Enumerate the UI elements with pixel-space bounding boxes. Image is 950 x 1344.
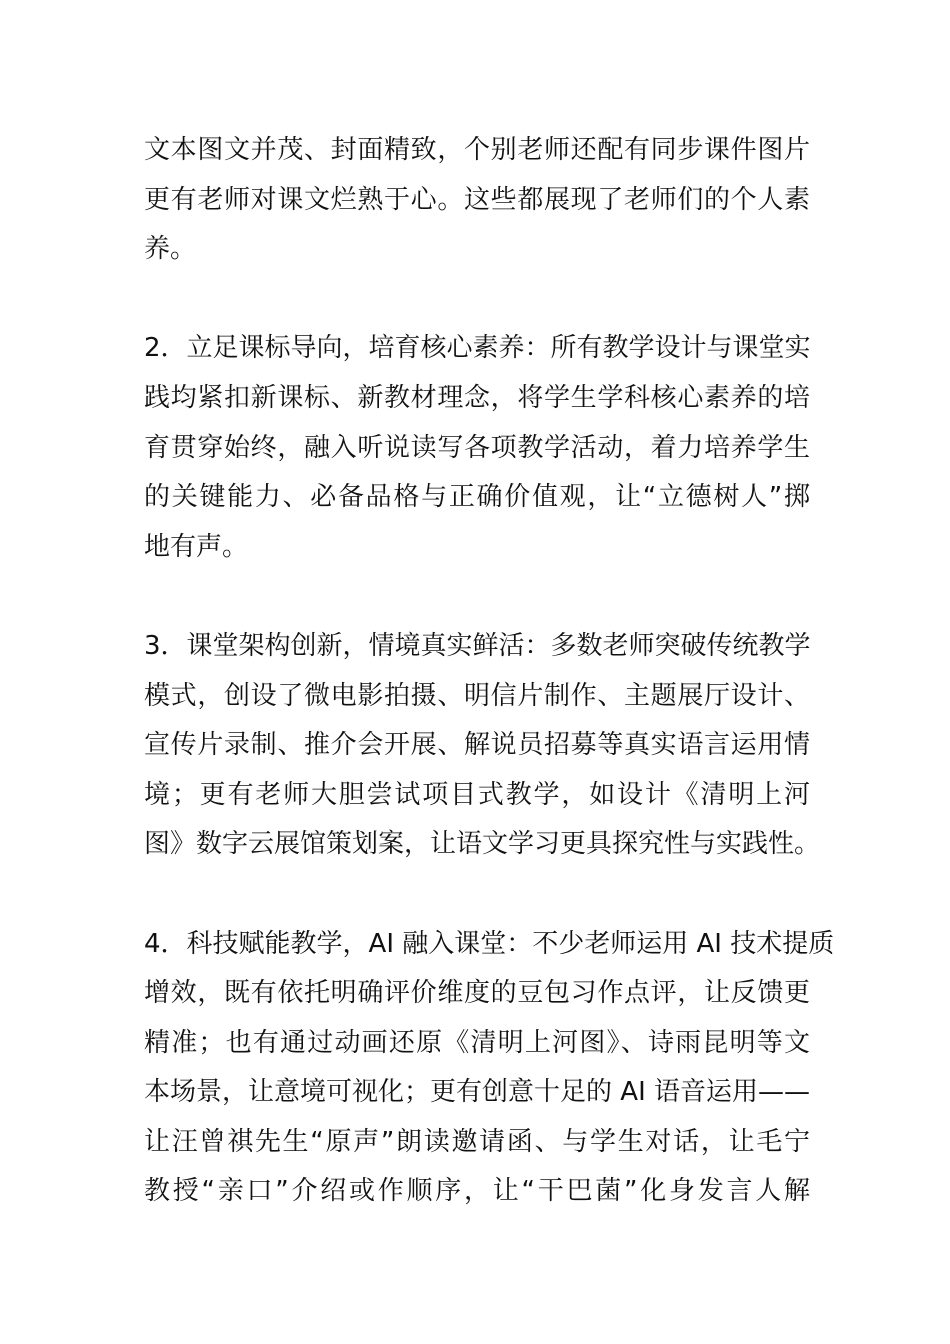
text-line: 境；更有老师大胆尝试项目式教学，如设计《清明上河 — [144, 779, 810, 810]
paragraph-3 — [144, 622, 821, 870]
text-line: 地有声。 — [144, 531, 249, 562]
text-line: 教授“亲口”介绍或作顺序，让“干巴菌”化身发言人解 — [144, 1176, 810, 1207]
text-line: 更有老师对课文烂熟于心。这些都展现了老师们的个人素 — [144, 184, 810, 215]
text-line: 践均紧扣新课标、新教材理念，将学生学科核心素养的培 — [144, 382, 810, 413]
paragraph-gap — [144, 870, 810, 920]
text-line: 本场景，让意境可视化；更有创意十足的 AI 语音运用—— — [144, 1077, 810, 1108]
paragraph-1-continued — [144, 126, 810, 275]
paragraph-gap — [144, 572, 810, 622]
text-line: 育贯穿始终，融入听说读写各项教学活动，着力培养学生 — [144, 432, 810, 463]
paragraph-2 — [144, 324, 810, 572]
text-line: 文本图文并茂、封面精致，个别老师还配有同步课件图片 — [144, 135, 810, 165]
text-line: 模式，创设了微电影拍摄、明信片制作、主题展厅设计、 — [144, 680, 810, 711]
text-line: 精准；也有通过动画还原《清明上河图》、诗雨昆明等文 — [144, 1027, 810, 1058]
text-line: 图》数字云展馆策划案，让语文学习更具探究性与实践性。 — [144, 829, 821, 860]
text-line: 2．立足课标导向，培育核心素养：所有教学设计与课堂实 — [144, 333, 811, 364]
text-line: 3．课堂架构创新，情境真实鲜活：多数老师突破传统教学 — [144, 630, 811, 661]
paragraph-gap — [144, 275, 810, 325]
paragraph-4 — [144, 920, 835, 1218]
document-body — [144, 126, 835, 1217]
text-line: 增效，既有依托明确评价维度的豆包习作点评，让反馈更 — [144, 978, 810, 1009]
text-line: 4．科技赋能教学，AI 融入课堂：不少老师运用 AI 技术提质 — [144, 928, 835, 959]
text-line: 宣传片录制、推介会开展、解说员招募等真实语言运用情 — [144, 730, 810, 761]
text-line: 的关键能力、必备品格与正确价值观，让“立德树人”掷 — [144, 482, 810, 513]
text-line: 让汪曾祺先生“原声”朗读邀请函、与学生对话，让毛宁 — [144, 1126, 810, 1157]
text-line: 养。 — [144, 234, 197, 265]
